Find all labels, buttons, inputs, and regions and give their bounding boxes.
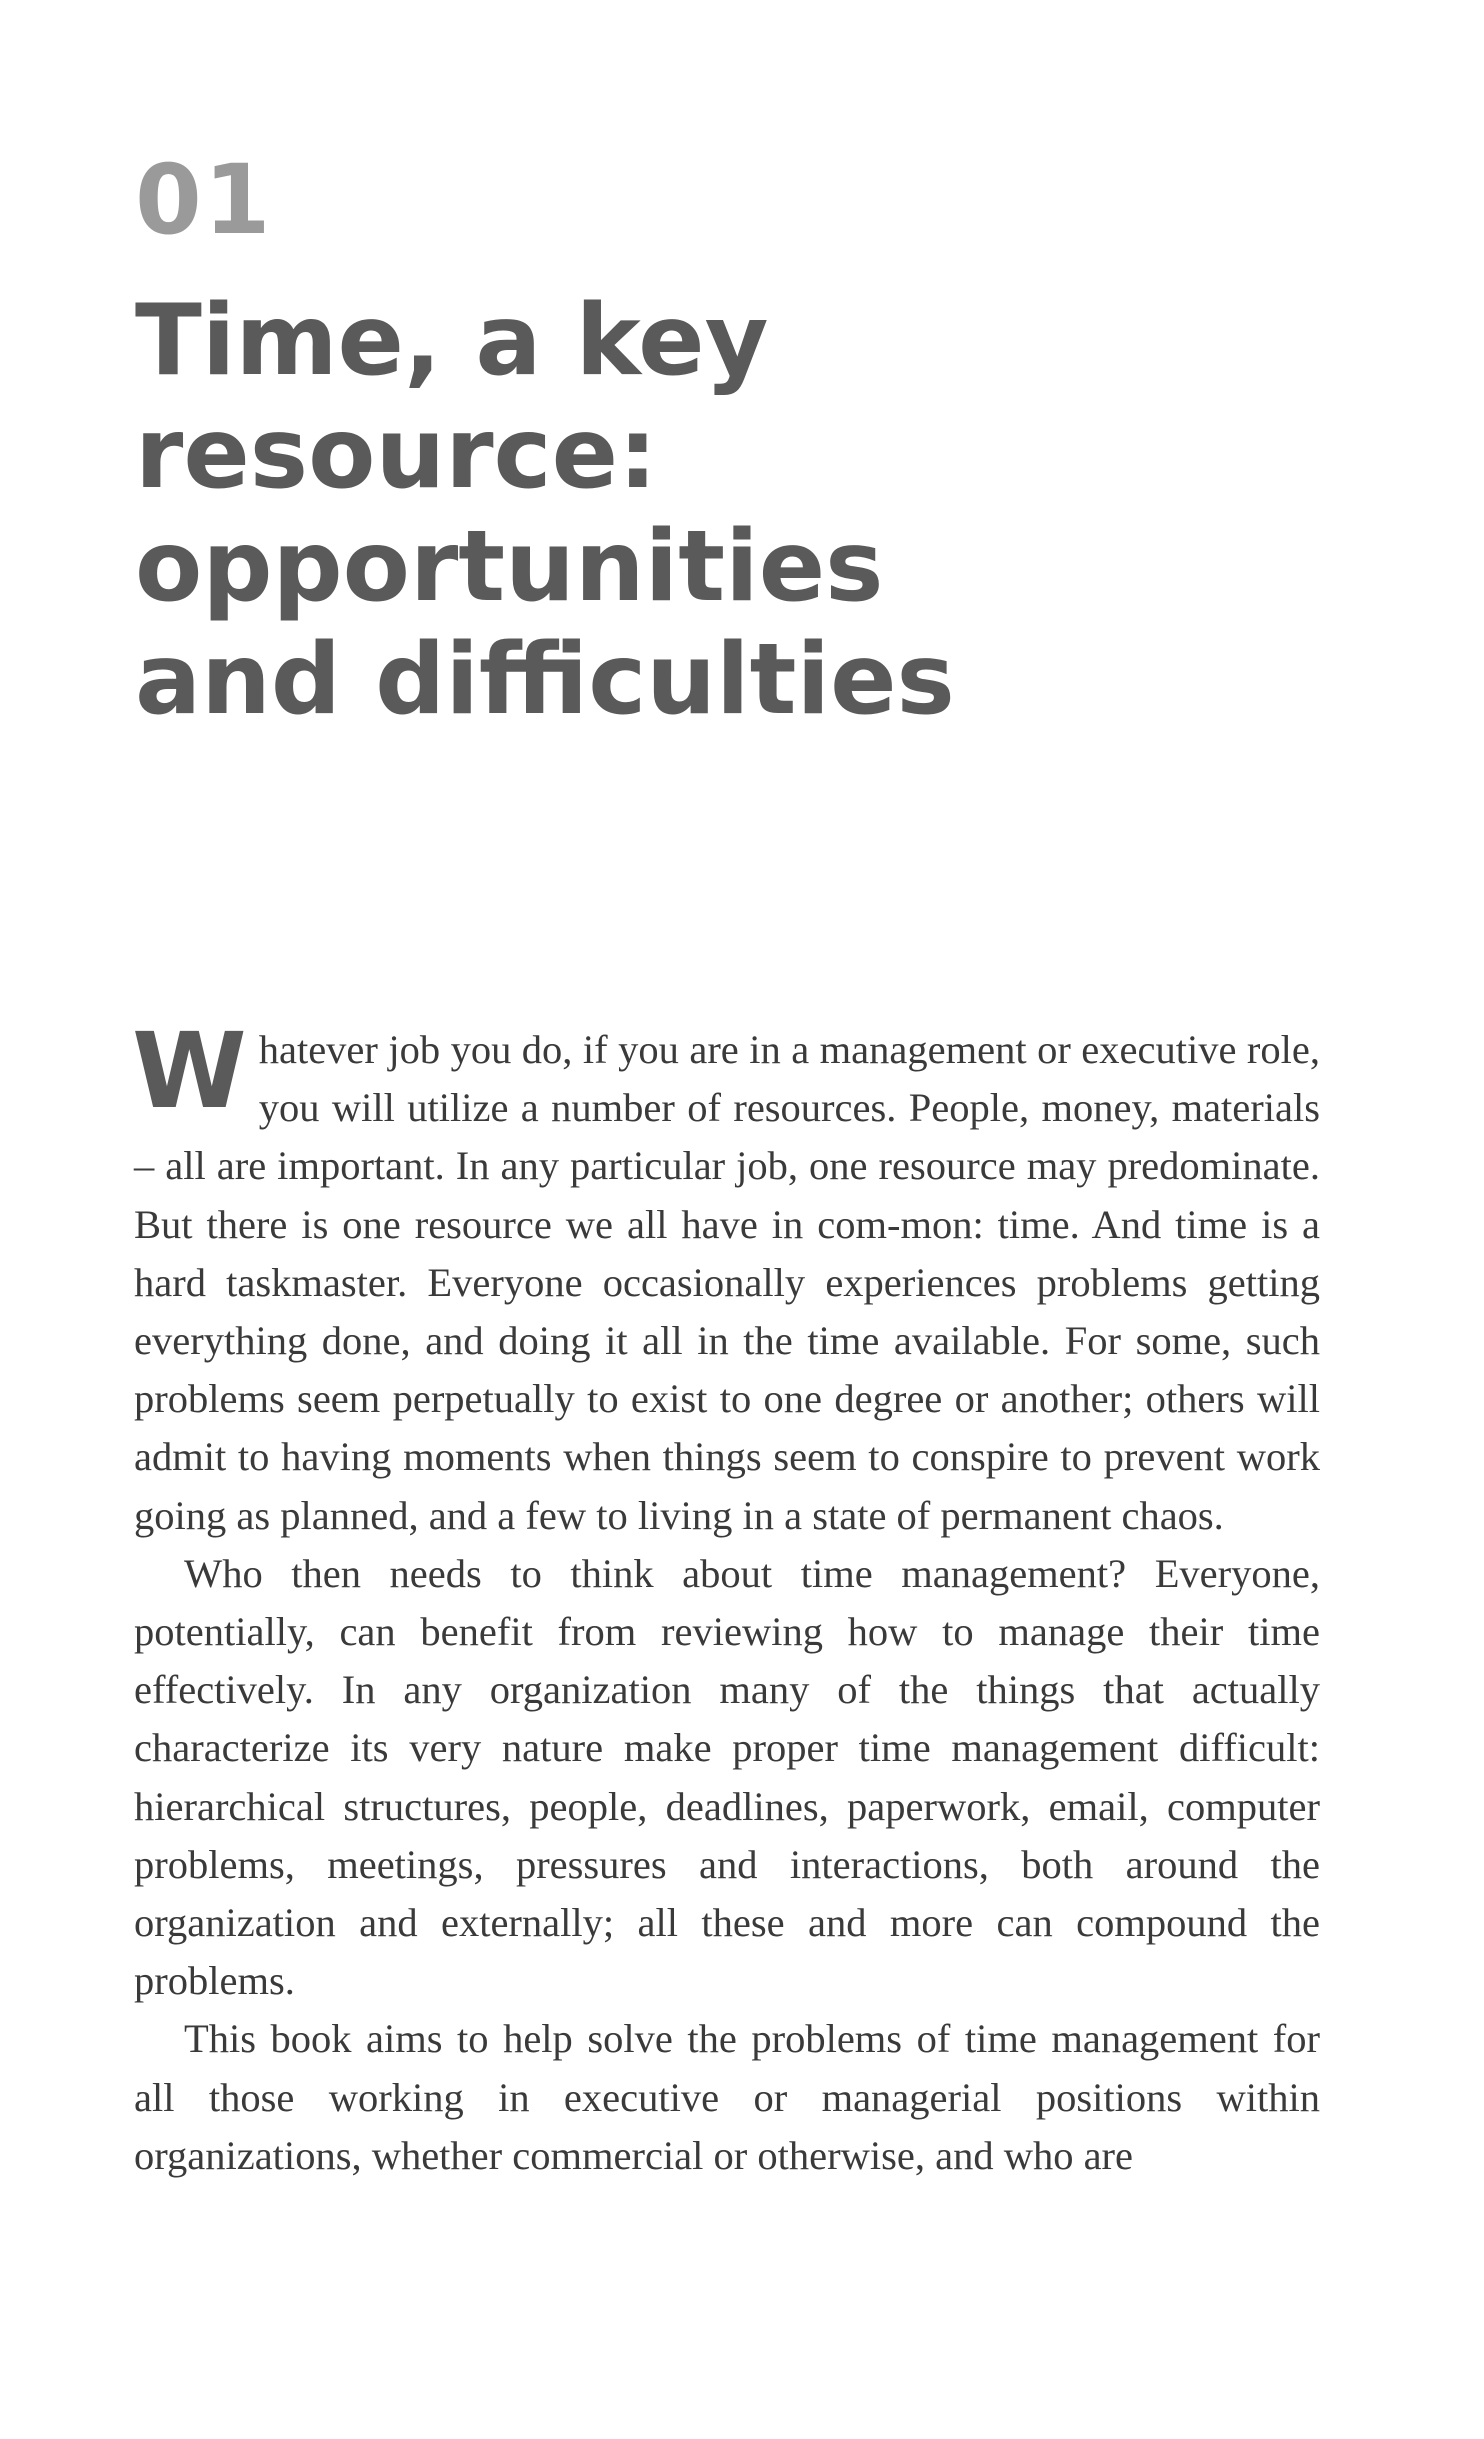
body-text: [132, 1010, 1320, 2185]
chapter-title-line: opportunities: [135, 510, 884, 624]
chapter-title-line: and difficulties: [135, 623, 955, 737]
chapter-title-line: resource:: [135, 397, 658, 511]
paragraph-text: hatever job you do, if you are in a management or executive role, you will utilize a number of resources. People, money, materials – all are important. In any particular job, one resource may predominate. But there is one resource we all have in com-mon: time. And time is a hard taskmaster. Everyone occasionally experiences problems getting everything done, and doing it all in the time available. For some, such problems seem perpetually to exist to one degree or another; others will admit to having moments when things seem to conspire to prevent work going as planned, and a few to living in a state of permanent chaos.: [134, 1027, 1320, 1538]
paragraph: This book aims to help solve the problems of time management for all those working in executive or managerial positions within organizations, whether commercial or otherwise, and who are: [134, 2016, 1320, 2178]
drop-cap: W: [132, 1010, 247, 1132]
chapter-title-line: Time, a key: [135, 284, 769, 398]
chapter-number: 01: [135, 144, 273, 256]
chapter-title: [135, 285, 1235, 737]
paragraph: Who then needs to think about time management? Everyone, potentially, can benefit from reviewing how to manage their time effectively. In any organization many of the things that actually characterize its very nature make proper time management difficult: hierarchical structures, people, deadlines, paperwork, email, computer problems, meetings, pressures and interactions, both around the organization and externally; all these and more can compound the problems.: [134, 1550, 1320, 2004]
paragraph: [132, 1010, 1320, 1545]
